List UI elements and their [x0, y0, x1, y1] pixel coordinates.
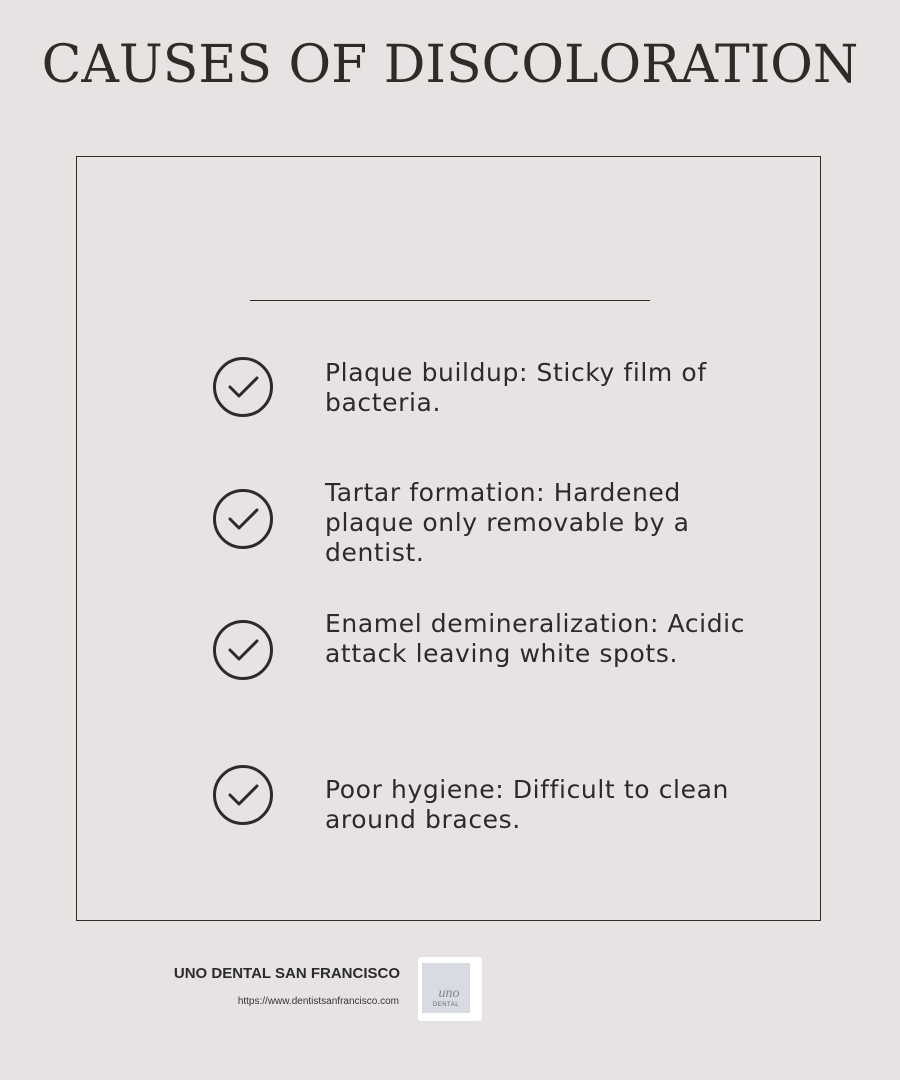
logo-subtext: DENTAL	[432, 1002, 460, 1008]
list-item-text: Enamel demineralization: Acidic attack leaving white spots.	[325, 609, 746, 668]
check-circle-icon	[212, 764, 274, 826]
list-item-text: Tartar formation: Hardened plaque only removable by a dentist.	[325, 478, 690, 567]
brand-url[interactable]: https://www.dentistsanfrancisco.com	[237, 996, 399, 1007]
brand-logo	[418, 957, 482, 1021]
list-item-text: Plaque buildup: Sticky film of bacteria.	[325, 358, 707, 417]
page-title: CAUSES OF DISCOLORATION	[41, 35, 859, 95]
check-circle-icon	[212, 488, 274, 550]
check-circle-icon	[212, 356, 274, 418]
brand-name: UNO DENTAL SAN FRANCISCO	[173, 965, 400, 982]
list-item-text: Poor hygiene: Difficult to clean around braces.	[325, 775, 729, 834]
divider-line	[250, 300, 650, 301]
logo-wordmark: uno	[438, 986, 460, 1001]
check-circle-icon	[212, 619, 274, 681]
